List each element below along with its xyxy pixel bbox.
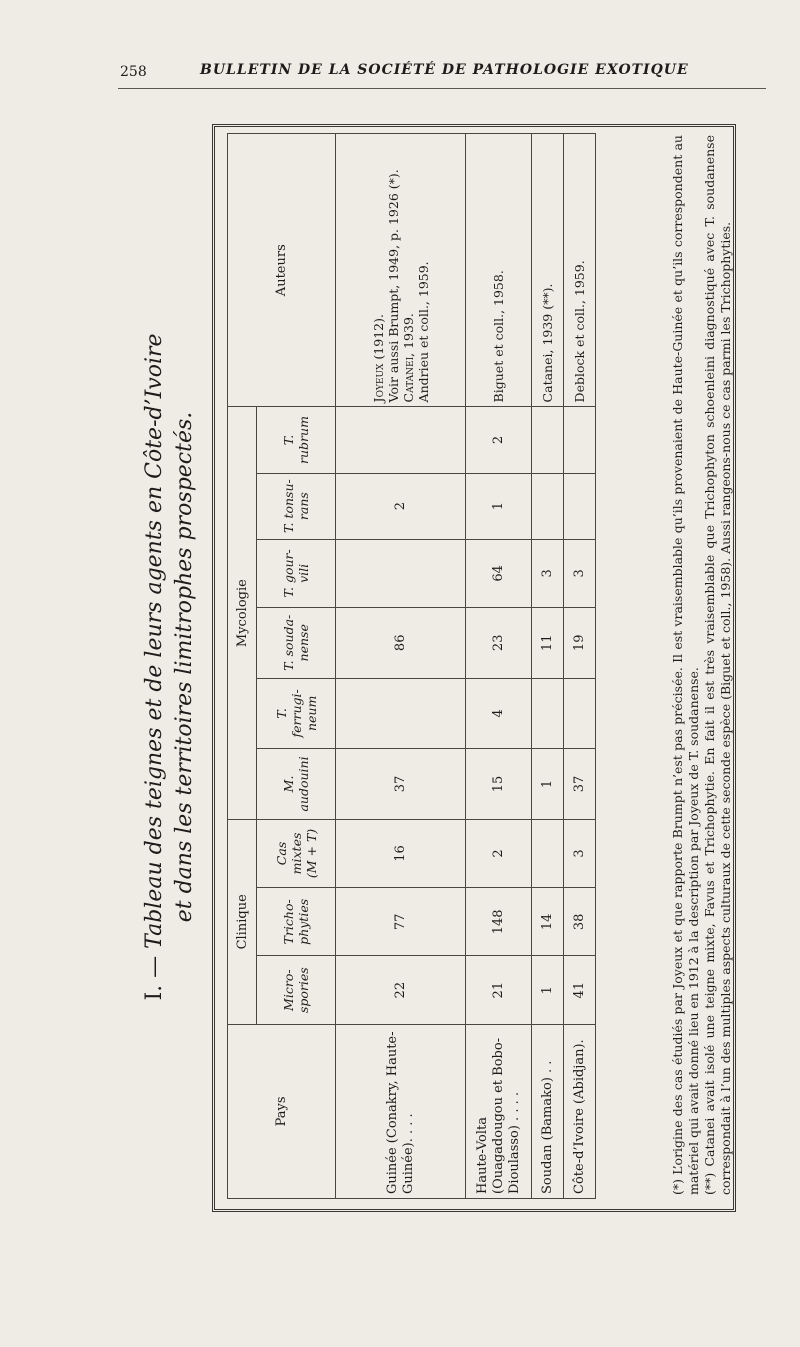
cell-value: 37 [336,749,466,820]
auteur-ref: Catanei, 1939 (**). [540,283,555,403]
table-footnotes [670,135,734,1195]
cell-value: 21 [466,956,532,1024]
cell-value: 23 [466,608,532,679]
cell-pays: Haute-Volta (Ouagadougou et Bobo-Dioulasso) . . . . [466,1024,532,1198]
page-header [0,0,800,110]
auteur-ref: Andrieu et coll., 1959. [415,261,431,403]
cell-value: 1 [532,749,564,820]
table-row-haute-volta [466,134,532,1199]
cell-pays: Guinée (Conakry, Haute-Guinée). . . . [336,1024,466,1198]
cell-value: 2 [336,473,466,539]
cell-value [564,678,596,749]
cell-auteurs [466,134,532,407]
cell-value: 4 [466,678,532,749]
auteur-ref: Deblock et coll., 1959. [572,260,587,403]
footnote-1: (*) L’origine des cas étudiés par Joyeux et que rapporte Brumpt n’est pas précisée. Il est vraisemblable qu’ils provenaient de Haute-Guinée et qu’ils correspondent au matériel qui avait donné lieu en 1912 à la description par Joyeux de T. soudanense. [670,135,701,1195]
cell-value: 41 [564,956,596,1024]
cell-value [532,678,564,749]
running-title: BULLETIN DE LA SOCIÉTÉ DE PATHOLOGIE EXOTIQUE [200,62,689,78]
cell-value [532,473,564,539]
caption-line-2: et dans les territoires limitrophes prospectés. [172,411,197,923]
cell-value: 2 [466,407,532,473]
header-clinique: Clinique [228,819,257,1024]
cell-value: 3 [532,539,564,607]
table-row-guinee [336,134,466,1199]
cell-value: 22 [336,956,466,1024]
cell-value: 38 [564,888,596,956]
page-number: 258 [120,64,147,80]
cell-value [564,473,596,539]
cell-value [532,407,564,473]
cell-value: 64 [466,539,532,607]
cell-value [532,819,564,887]
header-rule [118,88,766,89]
table-row-soudan [532,134,564,1199]
header-t-rubrum: T. rubrum [257,407,336,473]
header-t-tonsurans: T. tonsu-rans [257,473,336,539]
cell-value: 1 [532,956,564,1024]
caption-line-1 [140,122,170,1212]
header-trichophyties: Tricho-phyties [257,888,336,956]
cell-pays: Soudan (Bamako) . . [532,1024,564,1198]
cell-value [336,678,466,749]
footnote-2: (**) Catanei avait isolé une teigne mixte, Favus et Trichophytie. En fait il est très vraisemblable que Trichophyton schoenleini diagnostiqué avec T. soudanense correspondait à l’un des multiples aspects culturaux de cette seconde espèce (Biguet et coll., 1958). Aussi rangeons-nous ce cas parmi les Trichophyties. [702,135,733,1195]
header-t-ferrugineum: T. ferrugi-neum [257,678,336,749]
caption-text-1: Tableau des teignes et de leurs agents en Côte-d’Ivoire [142,333,167,949]
cell-value: 1 [466,473,532,539]
cell-auteurs [564,134,596,407]
auteur-ref: Biguet et coll., 1958. [491,270,506,403]
header-t-soudanense: T. souda-nense [257,608,336,679]
header-mycologie: Mycologie [228,407,257,819]
cell-auteurs [336,134,466,407]
cell-value [336,407,466,473]
cell-value: 19 [564,608,596,679]
table-caption [140,122,200,1212]
table-frame [212,124,736,1212]
cell-value: 77 [336,888,466,956]
auteur-ref: Joyeux (1912). [370,314,386,403]
cell-value: 11 [532,608,564,679]
header-auteurs: Auteurs [228,134,336,407]
header-cas-mixtes: Cas mixtes (M + T) [257,819,336,887]
cell-value [336,539,466,607]
cell-pays: Côte-d’Ivoire (Abidjan). [564,1024,596,1198]
header-row-groups [228,134,257,1199]
header-microspories: Micro-spories [257,956,336,1024]
auteur-ref: Catanei, 1939. [400,313,416,403]
header-m-audouini: M. audouini [257,749,336,820]
cell-value: 37 [564,749,596,820]
cell-value: 15 [466,749,532,820]
header-pays: Pays [228,1024,336,1198]
cell-auteurs [532,134,564,407]
cell-value: 3 [564,819,596,887]
cell-value: 86 [336,608,466,679]
ringworm-table [227,133,596,1199]
cell-value [564,407,596,473]
caption-dash: — [142,955,167,978]
caption-number: I. [142,984,167,1001]
table-row-cote-divoire [564,134,596,1199]
rotated-table-section [100,122,780,1212]
cell-value: 3 [564,539,596,607]
cell-value: 16 [336,819,466,887]
cell-value: 14 [532,888,564,956]
auteur-ref: Voir aussi Brumpt, 1949, p. 1926 (*). [385,169,401,403]
cell-value: 148 [466,888,532,956]
cell-value: 2 [466,819,532,887]
header-t-gourvili: T. gour-vili [257,539,336,607]
